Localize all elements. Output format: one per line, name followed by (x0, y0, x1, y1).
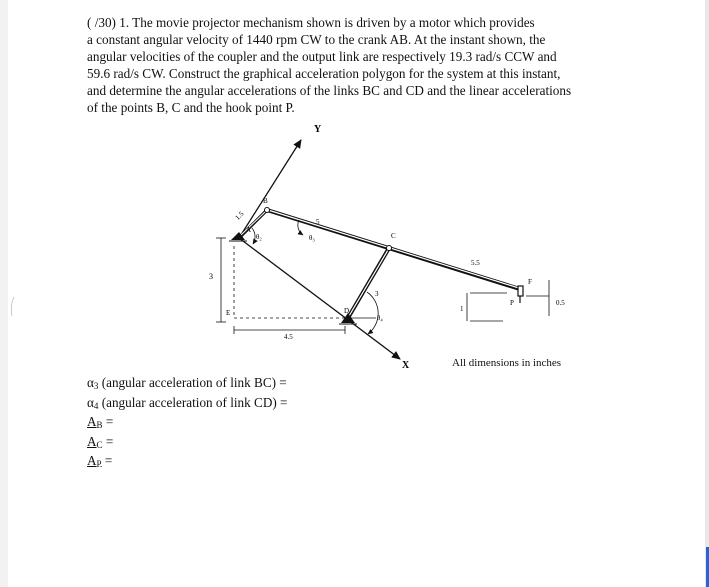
alpha4-subscript: 4 (93, 400, 99, 411)
theta4-label: θ₄ (377, 314, 383, 322)
point-f-label: F (528, 278, 532, 286)
alpha3-symbol: α (87, 375, 94, 390)
ap-equals: = (101, 453, 113, 468)
alpha3-text: (angular acceleration of link BC) = (98, 375, 287, 390)
dim-ab-label: 1.5 (233, 209, 246, 222)
theta3-label: θ₃ (309, 234, 315, 242)
answer-ac (87, 434, 287, 454)
ab-accel-symbol (87, 414, 103, 429)
y-axis (239, 140, 301, 238)
alpha4-text: (angular acceleration of link CD) = (98, 394, 288, 410)
point-c-label: C (391, 232, 396, 240)
point-d-label: D (344, 307, 350, 315)
problem-line: a constant angular velocity of 1440 rpm CW to the crank AB. At the instant shown, the (87, 32, 546, 47)
theta4-arc (367, 292, 378, 334)
ac-equals: = (102, 433, 114, 449)
pin-c (387, 246, 392, 251)
ap-subscript: P (96, 459, 102, 469)
link-bcf-inner (268, 210, 522, 289)
x-axis-label: X (402, 360, 410, 371)
pin-b (265, 208, 270, 213)
dim-vert-label: 3 (209, 272, 213, 281)
problem-line: angular velocities of the coupler and the output link are respectively 19.3 rad/s CCW and (87, 49, 557, 64)
hook-block (518, 286, 523, 296)
theta2-arc (252, 228, 255, 244)
theta2-label: θ₂ (256, 233, 262, 241)
problem-line: and determine the angular accelerations of the links BC and CD and the linear accelerations (87, 83, 572, 98)
point-b-label: B (263, 197, 268, 205)
ap-symbol: A (87, 453, 97, 468)
answer-alpha3 (87, 375, 287, 395)
point-p-label: P (510, 299, 514, 307)
dim-bc-label: 5 (316, 218, 320, 226)
answer-alpha4 (87, 395, 287, 415)
ac-symbol: A (87, 433, 97, 449)
alpha3-subscript: 3 (93, 381, 99, 391)
answer-ab (87, 414, 287, 434)
point-a-label: A (246, 226, 252, 234)
hook-dim-2-label: 0.5 (556, 299, 565, 307)
ac-accel-symbol (87, 434, 103, 449)
dim-horz-label: 4.5 (284, 333, 293, 341)
scan-artifact-curve (11, 297, 14, 316)
ap-accel-symbol (87, 453, 102, 468)
ac-subscript: C (96, 439, 103, 450)
problem-line: of the points B, C and the hook point P. (87, 100, 295, 115)
problem-line: ( /30) 1. The movie projector mechanism shown is driven by a motor which provides (87, 15, 535, 30)
ab-equals: = (102, 414, 114, 429)
ab-subscript: B (96, 420, 103, 430)
ab-symbol: A (87, 414, 97, 429)
problem-line: 59.6 rad/s CW. Construct the graphical acceleration polygon for the system at this instant, (87, 66, 561, 81)
dimension-note: All dimensions in inches (452, 357, 562, 369)
point-e-label: E (226, 309, 231, 317)
x-axis (239, 238, 400, 359)
dim-cf-label: 5.5 (471, 259, 480, 267)
dim-cd-label: 3 (375, 290, 379, 298)
answer-section (87, 375, 287, 473)
answer-ap (87, 453, 287, 473)
alpha4-symbol: α (87, 394, 94, 410)
hook-dim-1-label: 1 (460, 305, 464, 313)
y-axis-label: Y (314, 124, 322, 135)
link-cd-inner (349, 250, 388, 316)
